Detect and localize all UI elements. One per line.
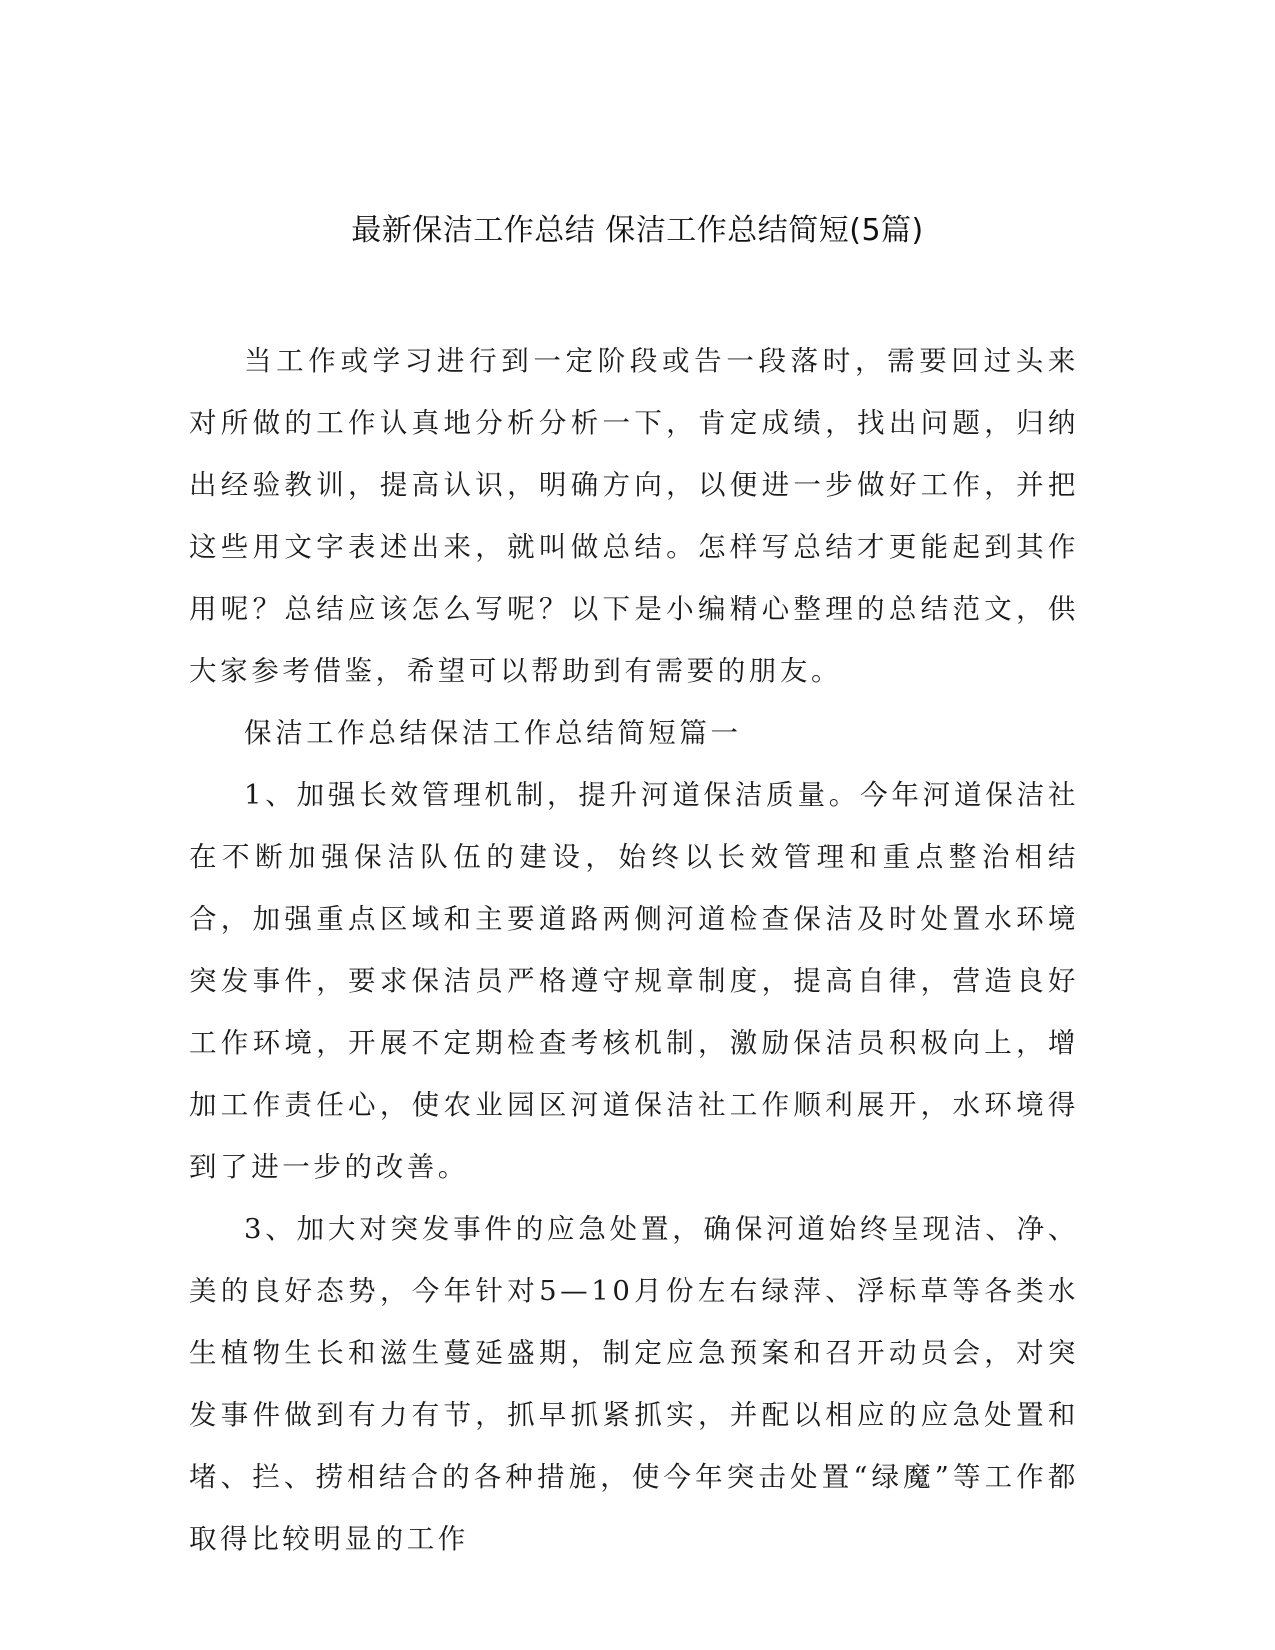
document-body	[189, 330, 1079, 1570]
body-paragraph: 3、加大对突发事件的应急处置，确保河道始终呈现洁、净、美的良好态势，今年针对5—10月份左右绿萍、浮标草等各类水生植物生长和滋生蔓延盛期，制定应急预案和召开动员会，对突发事件做到有力有节，抓早抓紧抓实，并配以相应的应急处置和堵、拦、捞相结合的各种措施，使今年突击处置“绿魔”等工作都取得比较明显的工作	[189, 1213, 1079, 1555]
body-paragraph: 1、加强长效管理机制，提升河道保洁质量。今年河道保洁社在不断加强保洁队伍的建设，始终以长效管理和重点整治相结合，加强重点区域和主要道路两侧河道检查保洁及时处置水环境突发事件，要求保洁员严格遵守规章制度，提高自律，营造良好工作环境，开展不定期检查考核机制，激励保洁员积极向上，增加工作责任心，使农业园区河道保洁社工作顺利展开，水环境得到了进一步的改善。	[189, 779, 1079, 1183]
section-heading: 保洁工作总结保洁工作总结简短篇一	[244, 717, 742, 749]
document-title: 最新保洁工作总结 保洁工作总结简短(5篇)	[351, 213, 924, 248]
intro-paragraph: 当工作或学习进行到一定阶段或告一段落时，需要回过头来对所做的工作认真地分析分析一下，肯定成绩，找出问题，归纳出经验教训，提高认识，明确方向，以便进一步做好工作，并把这些用文字表述出来，就叫做总结。怎样写总结才更能起到其作用呢？总结应该怎么写呢？以下是小编精心整理的总结范文，供大家参考借鉴，希望可以帮助到有需要的朋友。	[189, 345, 1079, 687]
